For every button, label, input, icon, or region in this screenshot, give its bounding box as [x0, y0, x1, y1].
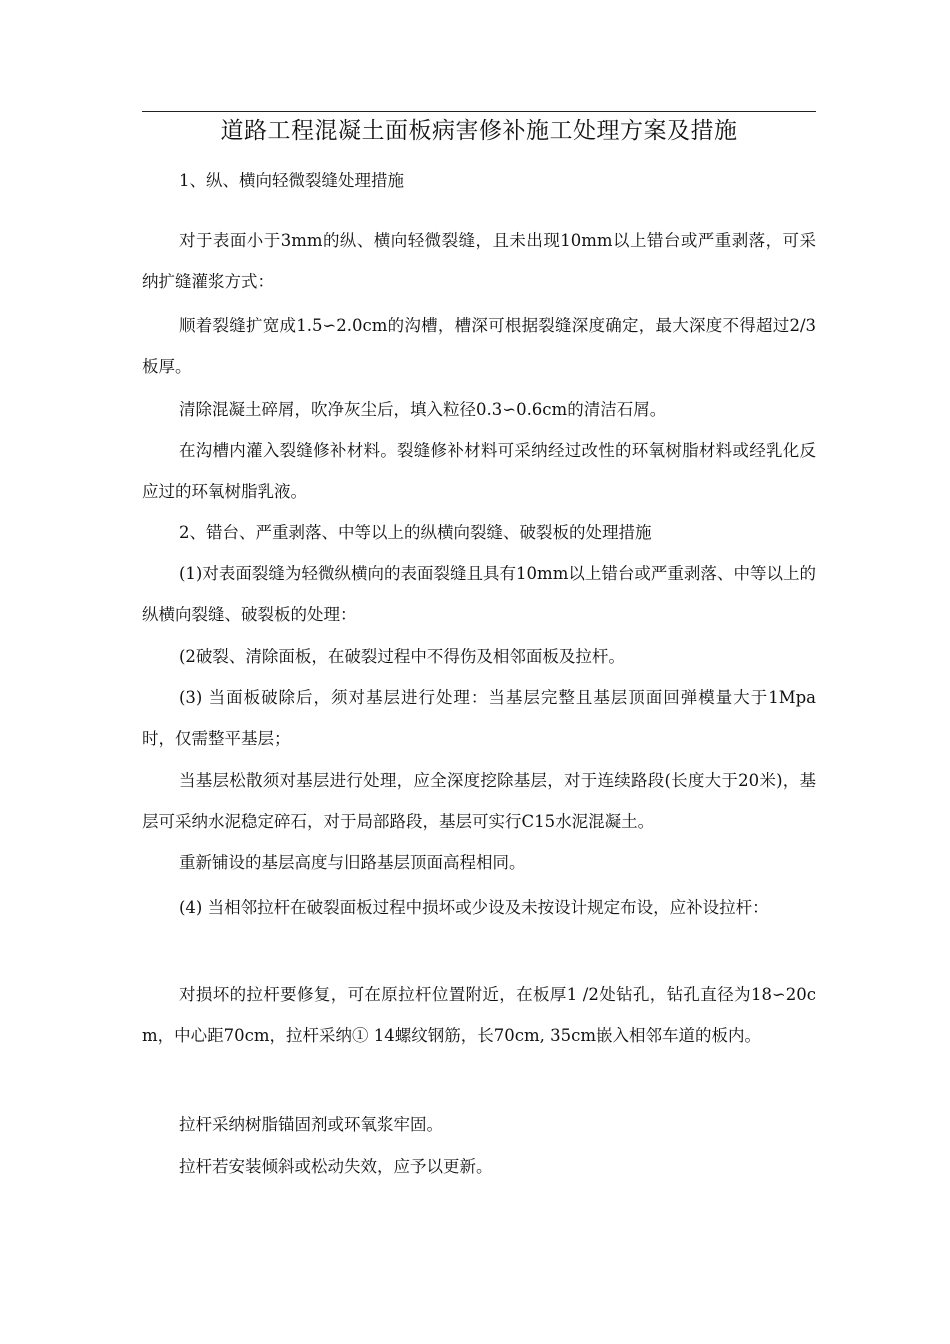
- paragraph-5: 在沟槽内灌入裂缝修补材料。裂缝修补材料可采纳经过改性的环氧树脂材料或经乳化反应过的环氧树脂乳液。: [142, 441, 816, 501]
- paragraph-2: 对于表面小于3mm的纵、横向轻微裂缝，且未出现10mm以上错台或严重剥落，可采纳扩缝灌浆方式：: [142, 231, 816, 291]
- paragraph-7: (1)对表面裂缝为轻微纵横向的表面裂缝且具有10mm以上错台或严重剥落、中等以上的纵横向裂缝、破裂板的处理：: [142, 564, 816, 624]
- header-rule: [142, 111, 816, 112]
- paragraph-4: 清除混凝土碎屑，吹净灰尘后，填入粒径0.3∽0.6cm的清洁石屑。: [179, 400, 667, 419]
- paragraph-10: 当基层松散须对基层进行处理，应全深度挖除基层，对于连续路段(长度大于20米)，基层可采纳水泥稳定碎石，对于局部路段，基层可实行C15水泥混凝土。: [142, 771, 816, 831]
- document-title: 道路工程混凝土面板病害修补施工处理方案及措施: [220, 118, 738, 144]
- paragraph-3: 顺着裂缝扩宽成1.5∽2.0cm的沟槽，槽深可根据裂缝深度确定，最大深度不得超过2/3板厚。: [142, 316, 816, 376]
- paragraph-12: (4) 当相邻拉杆在破裂面板过程中损坏或少设及未按设计规定布设，应补设拉杆：: [179, 898, 769, 917]
- paragraph-14: 拉杆采纳树脂锚固剂或环氧浆牢固。: [179, 1115, 443, 1134]
- paragraph-15: 拉杆若安装倾斜或松动失效，应予以更新。: [179, 1157, 493, 1176]
- paragraph-13: 对损坏的拉杆要修复，可在原拉杆位置附近，在板厚1 /2处钻孔，钻孔直径为18∽20cm，中心距70cm，拉杆采纳① 14螺纹钢筋，长70cm, 35cm嵌入相邻车道的板内。: [142, 985, 816, 1045]
- paragraph-9: (3) 当面板破除后，须对基层进行处理：当基层完整且基层顶面回弹模量大于1Mpa时，仅需整平基层；: [142, 688, 816, 748]
- paragraph-1: 1、纵、横向轻微裂缝处理措施: [179, 171, 404, 190]
- paragraph-11: 重新铺设的基层高度与旧路基层顶面高程相同。: [179, 853, 526, 872]
- paragraph-8: (2破裂、清除面板，在破裂过程中不得伤及相邻面板及拉杆。: [179, 647, 625, 666]
- paragraph-6: 2、错台、严重剥落、中等以上的纵横向裂缝、破裂板的处理措施: [179, 523, 652, 542]
